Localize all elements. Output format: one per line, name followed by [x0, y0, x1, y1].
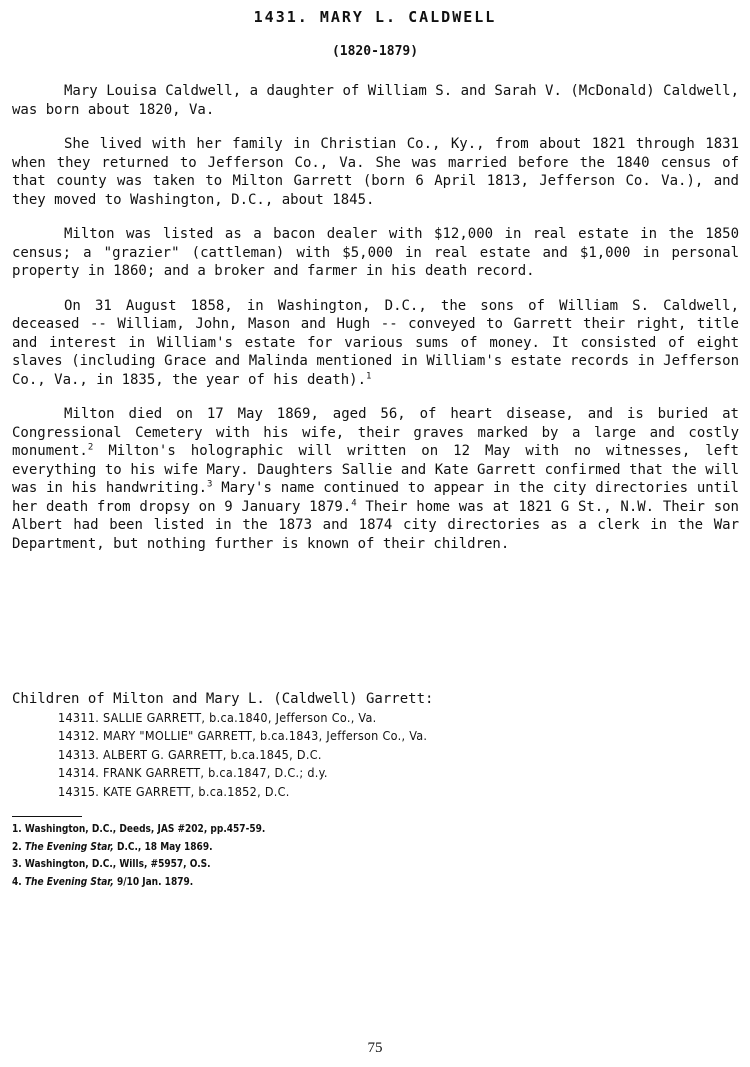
paragraph-death: Milton died on 17 May 1869, aged 56, of heart disease, and is buried at Congressional Cemetery with his wife, their graves marked by a large and costly monument.$^2$ Milton's holographic will written on 12 May with no witnesses, left everything to his wife Mary. Daughters Sallie and Kate Garrett confirmed that the will was in his handwriting.$^3$ Mary's name continued to appear in the city directories until her death from dropsy on 9 January 1879.$^4$ Their home was at 1821 G St., N.W. Their son Albert had been listed in the 1873 and 1874 city directories as a clerk in the War Department, but nothing further is known of their children.: [12, 406, 739, 552]
paragraph-birth: Mary Louisa Caldwell, a daughter of William S. and Sarah V. (McDonald) Caldwell, was born about 1820, Va.: [12, 83, 739, 118]
child-item: 14311. SALLIE GARRETT, b.ca.1840, Jefferson Co., Va.: [58, 709, 377, 725]
page-number: 75: [367, 1040, 383, 1056]
footnote-3: 3. Washington, D.C., Wills, #5957, O.S.: [12, 857, 211, 870]
children-heading: Children of Milton and Mary L. (Caldwell) Garrett:: [12, 691, 434, 707]
child-item: 14312. MARY "MOLLIE" GARRETT, b.ca.1843, Jefferson Co., Va.: [58, 728, 428, 743]
entry-dates: (1820-1879): [331, 44, 419, 59]
footnote-4: 4. The Evening Star, 9/10 Jan. 1879.: [12, 874, 194, 888]
child-item: 14314. FRANK GARRETT, b.ca.1847, D.C.; d.y.: [58, 765, 328, 780]
footnote-1: 1. Washington, D.C., Deeds, JAS #202, pp.457-59.: [12, 822, 266, 835]
footnote-ref-2: 2: [87, 442, 94, 453]
entry-body: [12, 82, 739, 569]
paragraph-estate: On 31 August 1858, in Washington, D.C., the sons of William S. Caldwell, deceased -- William, John, Mason and Hugh -- conveyed to Garrett their right, title and interest in William's estate for various sums of money. It consisted of eight slaves (including Grace and Malinda mentioned in William's estate records in Jefferson Co., Va., in 1835, the year of his death).$^1$: [12, 297, 739, 388]
children-section: [12, 690, 739, 801]
footnote-ref-3: 3: [207, 479, 213, 490]
footnote-ref-4: 4: [351, 497, 357, 508]
footnote-rule: [12, 816, 82, 817]
child-item: 14315. KATE GARRETT, b.ca.1852, D.C.: [58, 783, 290, 799]
paragraph-marriage: She lived with her family in Christian Co., Ky., from about 1821 through 1831 when they returned to Jefferson Co., Va. She was married before the 1840 census of that county was taken to Milton Garrett (born 6 April 1813, Jefferson Co. Va.), and they moved to Washington, D.C., about 1845.: [12, 136, 739, 208]
entry-title: 1431. MARY L. CALDWELL: [253, 8, 497, 26]
paragraph-occupation: Milton was listed as a bacon dealer with $12,000 in real estate in the 1850 census; a "grazier" (cattleman) with $5,000 in real estate and $1,000 in personal property in 1860; and a broker and farmer in his death record.: [12, 226, 739, 279]
footnote-2: 2. The Evening Star, D.C., 18 May 1869.: [12, 839, 213, 853]
footnotes: [12, 820, 504, 890]
footnote-ref-1: 1: [366, 370, 372, 381]
child-item: 14313. ALBERT G. GARRETT, b.ca.1845, D.C.: [58, 746, 322, 762]
children-list: [58, 709, 739, 802]
